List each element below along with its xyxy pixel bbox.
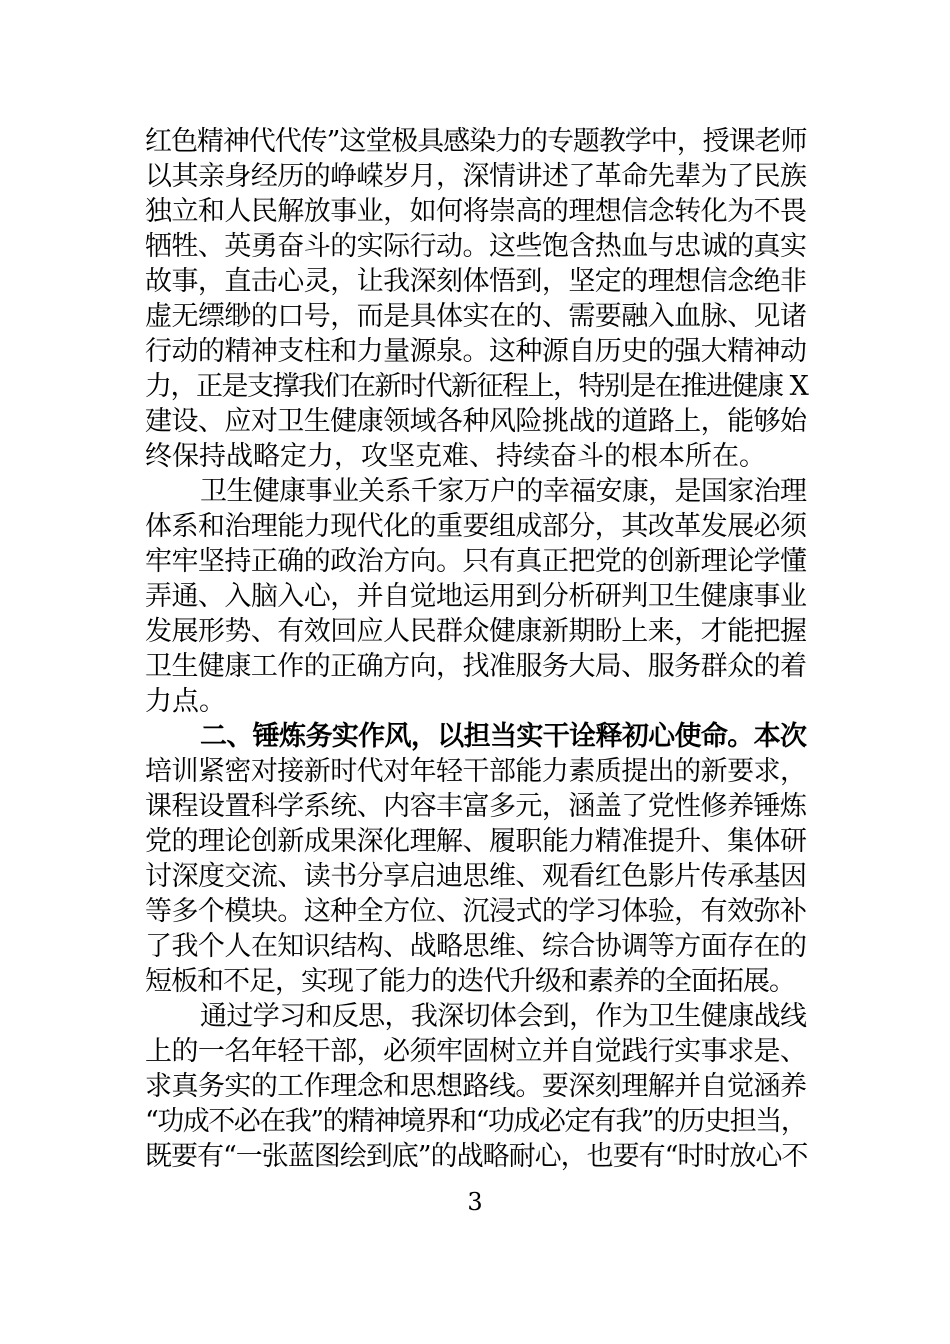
page-number: 3 [467,1188,483,1216]
text-line: 通过学习和反思，我深切体会到，作为卫生健康战线 [200,1001,806,1032]
text-line: 既要有“一张蓝图绘到底”的战略耐心，也要有“时时放心不 [145,1141,808,1172]
text-line: 弄通、入脑入心，并自觉地运用到分析研判卫生健康事业 [145,581,806,612]
text-line: 卫生健康工作的正确方向，找准服务大局、服务群众的着 [145,651,806,682]
text-line: 培训紧密对接新时代对年轻干部能力素质提出的新要求， [145,756,806,787]
text-line: 体系和治理能力现代化的重要组成部分，其改革发展必须 [145,511,806,542]
text-line: 求真务实的工作理念和思想路线。要深刻理解并自觉涵养 [145,1071,806,1102]
text-line: 行动的精神支柱和力量源泉。这种源自历史的强大精神动 [145,336,806,367]
text-line: 独立和人民解放事业，如何将崇高的理想信念转化为不畏 [145,196,806,227]
text-line: “功成不必在我”的精神境界和“功成必定有我”的历史担当， [145,1106,807,1137]
text-line: 党的理论创新成果深化理解、履职能力精准提升、集体研 [145,826,806,857]
text-line: 力点。 [145,686,226,717]
text-line: 以其亲身经历的峥嵘岁月，深情讲述了革命先辈为了民族 [145,161,806,192]
text-line: 虚无缥缈的口号，而是具体实在的、需要融入血脉、见诸 [145,301,806,332]
text-line: 牺牲、英勇奋斗的实际行动。这些饱含热血与忠诚的真实 [145,231,806,262]
document-body [145,124,806,1174]
text-line: 建设、应对卫生健康领域各种风险挑战的道路上，能够始 [145,406,806,437]
text-line: 短板和不足，实现了能力的迭代升级和素养的全面拓展。 [145,966,795,997]
text-line: 二、锤炼务实作风，以担当实干诠释初心使命。本次 [200,721,806,752]
text-line: 故事，直击心灵，让我深刻体悟到，坚定的理想信念绝非 [145,266,806,297]
text-line: 终保持战略定力，攻坚克难、持续奋斗的根本所在。 [145,441,766,472]
text-line: 上的一名年轻干部，必须牢固树立并自觉践行实事求是、 [145,1036,806,1067]
text-line: 等多个模块。这种全方位、沉浸式的学习体验，有效弥补 [145,896,806,927]
text-line: 卫生健康事业关系千家万户的幸福安康，是国家治理 [200,476,806,507]
text-line: 牢牢坚持正确的政治方向。只有真正把党的创新理论学懂 [145,546,806,577]
text-line: 力，正是支撑我们在新时代新征程上，特别是在推进健康 X [145,371,808,402]
text-line: 红色精神代代传”这堂极具感染力的专题教学中，授课老师 [145,126,806,157]
text-line: 了我个人在知识结构、战略思维、综合协调等方面存在的 [145,931,806,962]
text-line: 发展形势、有效回应人民群众健康新期盼上来，才能把握 [145,616,806,647]
text-line: 讨深度交流、读书分享启迪思维、观看红色影片传承基因 [145,861,806,892]
text-line: 课程设置科学系统、内容丰富多元，涵盖了党性修养锤炼 [145,791,806,822]
